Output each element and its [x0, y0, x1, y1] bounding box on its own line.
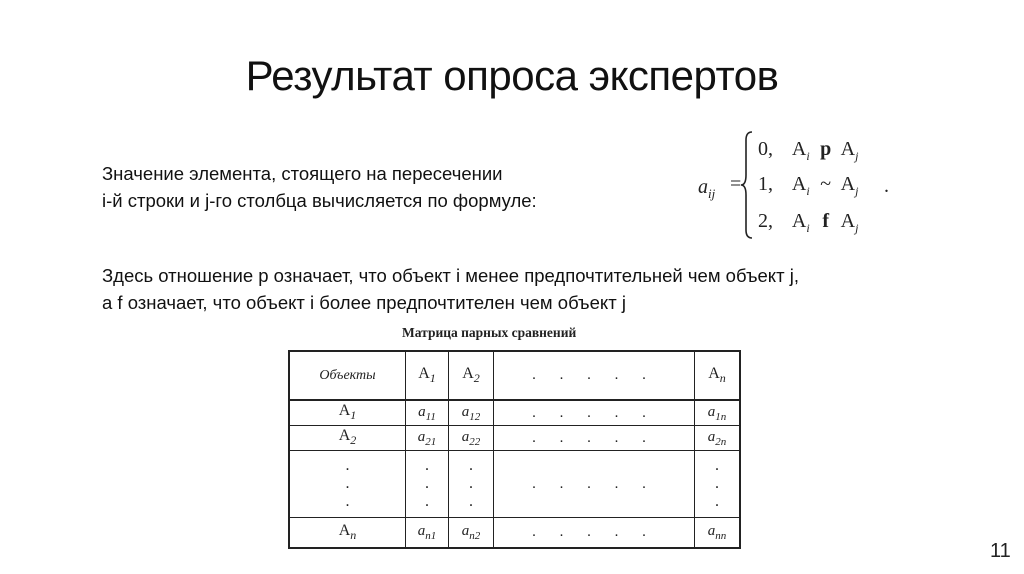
header-objects: Объекты [289, 351, 406, 400]
table-row-vdots [289, 451, 740, 518]
slide-title: Результат опроса экспертов [245, 52, 779, 99]
note-text [102, 262, 1002, 316]
table-cell-ellipsis: . . . . . [494, 400, 695, 426]
row-label: $A_2$ [289, 426, 406, 451]
table-row [289, 518, 740, 549]
vdots-cell: . . . [289, 451, 406, 518]
table-cell-ellipsis: . . . . . [494, 518, 695, 549]
vdots-cell: . . . [406, 451, 449, 518]
left-brace-icon [740, 130, 754, 240]
table-cell: $a_{22}$ [449, 426, 494, 451]
header-an: $A_n$ [695, 351, 741, 400]
row-label: $A_1$ [289, 400, 406, 426]
table-cell: $a_{1n}$ [695, 400, 741, 426]
note-line-2: а f означает, что объект i более предпочтителен чем объект j [102, 292, 626, 313]
formula-case-1: 1, $A_i$ ~ $A_j$ [758, 173, 859, 198]
vdots-cell: . . . [449, 451, 494, 518]
table-row [289, 426, 740, 451]
formula-end: . [884, 175, 889, 197]
row-label: $A_n$ [289, 518, 406, 549]
table-cell: $a_{n2}$ [449, 518, 494, 549]
table-cell: $a_{12}$ [449, 400, 494, 426]
formula-case-0: 0, $A_i$ p $A_j$ [758, 138, 859, 163]
table-cell: $a_{2n}$ [695, 426, 741, 451]
intro-line-1: Значение элемента, стоящего на пересечении [102, 163, 503, 184]
formula-lhs: $a_{ij}$ [698, 176, 716, 201]
table-cell: $a_{11}$ [406, 400, 449, 426]
table-row [289, 400, 740, 426]
header-a1: $A_1$ [406, 351, 449, 400]
table-cell: $a_{21}$ [406, 426, 449, 451]
page-number: 11 [990, 540, 1011, 562]
vdots-cell: . . . [695, 451, 741, 518]
intro-text [102, 160, 682, 214]
table-header-row [289, 351, 740, 400]
formula-equals: = [730, 173, 742, 195]
table-cell-ellipsis: . . . . . [494, 426, 695, 451]
relation-p: p [820, 138, 832, 160]
note-line-1: Здесь отношение p означает, что объект i менее предпочтительней чем объект j, [102, 265, 799, 286]
matrix-caption: Матрица парных сравнений [402, 325, 577, 340]
formula-case-2: 2, $A_i$ f $A_j$ [758, 210, 859, 235]
header-ellipsis: . . . . . [494, 351, 695, 400]
table-cell: $a_{n1}$ [406, 518, 449, 549]
table-cell: $a_{nn}$ [695, 518, 741, 549]
pairwise-matrix [288, 350, 741, 549]
table-cell-ellipsis: . . . . . [494, 451, 695, 518]
relation-f: f [822, 210, 830, 232]
intro-line-2: i-й строки и j-го столбца вычисляется по формуле: [102, 190, 537, 211]
header-a2: $A_2$ [449, 351, 494, 400]
relation-tilde: ~ [820, 173, 832, 195]
formula [690, 128, 905, 246]
